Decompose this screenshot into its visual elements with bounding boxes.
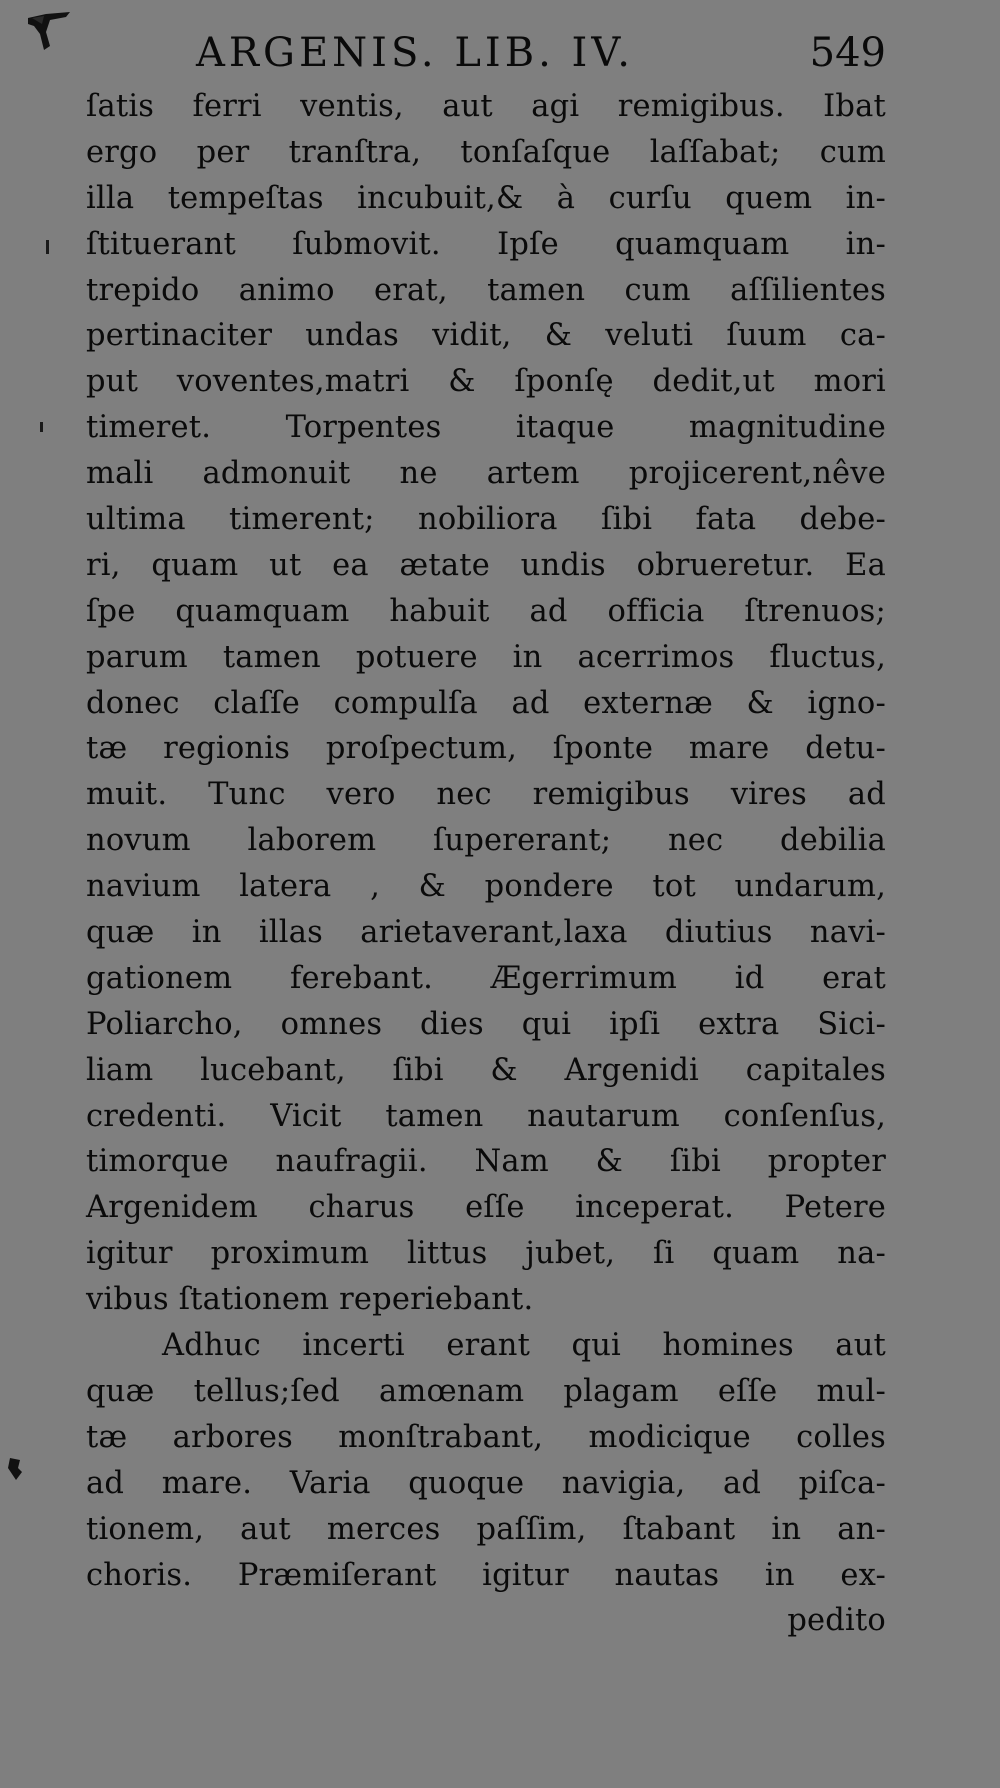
text-line: pertinaciter undas vidit, & veluti ſuum ca-: [86, 318, 886, 354]
text-line: tæ regionis proſpectum, ſponte mare detu-: [86, 731, 886, 767]
ink-blot-corner-mark: [26, 12, 72, 52]
text-line: novum laborem ſupererant; nec debilia: [86, 823, 886, 859]
text-line: ad mare. Varia quoque navigia, ad piſca-: [86, 1465, 886, 1501]
paragraph: [86, 1323, 886, 1598]
text-line: timorque naufragii. Nam & ſibi propter: [86, 1144, 886, 1180]
text-line: donec claſſe compulſa ad externæ & igno-: [86, 685, 886, 721]
text-line: quæ in illas arietaverant,laxa diutius navi-: [86, 915, 886, 951]
text-line: liam lucebant, ſibi & Argenidi capitales: [86, 1052, 886, 1088]
text-line: ri, quam ut ea ætate undis obrueretur. Ea: [86, 547, 886, 583]
text-line: navium latera , & pondere tot undarum,: [86, 869, 886, 905]
text-line: gationem ferebant. Ægerrimum id erat: [86, 960, 886, 996]
page-number: 549: [809, 30, 886, 76]
text-line: tionem, aut merces paſſim, ſtabant in an-: [86, 1511, 886, 1547]
text-line: ergo per tranſtra, tonſaſque laſſabat; cum: [86, 134, 886, 170]
text-line: timeret. Torpentes itaque magnitudine: [86, 410, 886, 446]
text-line: tæ arbores monſtrabant, modicique colles: [86, 1419, 886, 1455]
margin-ink-mark: [6, 1456, 24, 1482]
text-line: ſpe quamquam habuit ad officia ſtrenuos;: [86, 593, 886, 629]
text-line: ſatis ferri ventis, aut agi remigibus. Ibat: [86, 89, 886, 124]
text-line: credenti. Vicit tamen nautarum conſenſus,: [86, 1098, 886, 1134]
page-header: [196, 30, 886, 90]
text-line: Adhuc incerti erant qui homines aut: [162, 1328, 886, 1364]
paragraph: [86, 84, 886, 1323]
margin-tick-mark: [40, 422, 43, 432]
text-line: ultima timerent; nobiliora ſibi fata debe-: [86, 502, 886, 538]
text-line: muit. Tunc vero nec remigibus vires ad: [86, 777, 886, 813]
text-line: choris. Præmiſerant igitur nautas in ex-: [86, 1557, 886, 1593]
margin-tick-mark: [46, 240, 49, 254]
text-line: vibus ſtationem reperiebant.: [86, 1282, 534, 1318]
text-line: Poliarcho, omnes dies qui ipſi extra Sici-: [86, 1006, 886, 1042]
running-title: ARGENIS. LIB. IV.: [196, 30, 634, 76]
text-line: quæ tellus;ſed amœnam plagam eſſe mul-: [86, 1373, 886, 1409]
text-line: mali admonuit ne artem projicerent,nêve: [86, 456, 886, 492]
text-line: trepido animo erat, tamen cum aſſilientes: [86, 272, 886, 308]
catchword: pedito: [787, 1603, 886, 1639]
body-text: [86, 84, 886, 1644]
text-line: ſtituerant ſubmovit. Ipſe quamquam in-: [86, 226, 886, 262]
text-line: put voventes,matri & ſponſę dedit,ut mori: [86, 364, 886, 400]
text-line: illa tempeſtas incubuit,& à curſu quem in-: [86, 180, 886, 216]
text-line: parum tamen potuere in acerrimos fluctus,: [86, 639, 886, 675]
text-line: Argenidem charus eſſe inceperat. Petere: [86, 1190, 886, 1226]
text-line: igitur proximum littus jubet, ſi quam na-: [86, 1236, 886, 1272]
